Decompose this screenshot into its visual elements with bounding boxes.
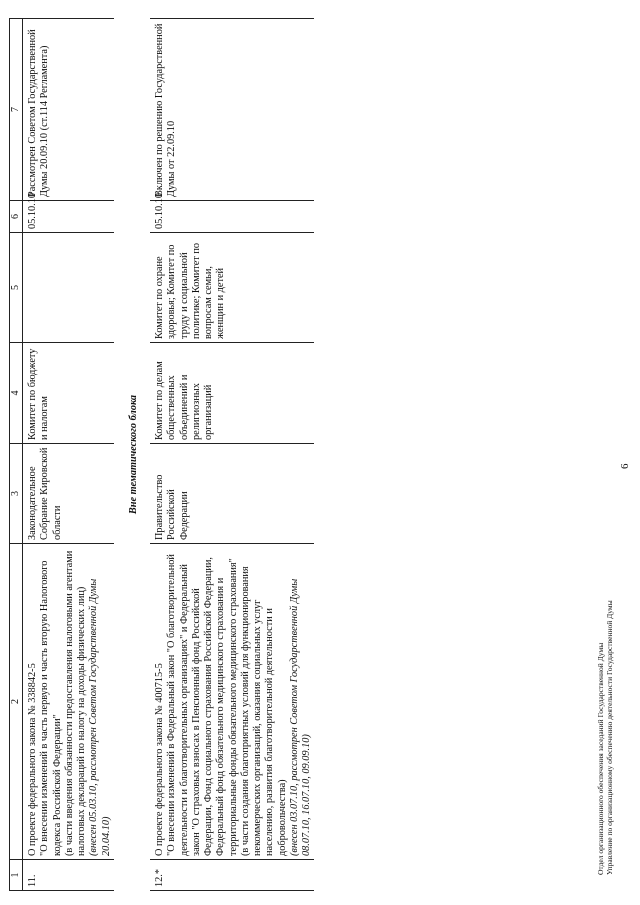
bill-description	[23, 544, 114, 860]
footer-department: Отдел организационного обеспечения заседаний Государственной Думы	[596, 642, 605, 875]
bill-title: О проекте федерального закона № 400715-5	[154, 663, 165, 856]
section-title: Вне тематического блока	[127, 394, 139, 515]
co-committees: Комитет по охране здоровья; Комитет по труду и социальной политике; Комитет по вопросам семьи, женщин и детей	[150, 233, 314, 343]
section-row	[114, 19, 150, 891]
column-header: 1	[10, 860, 23, 891]
review-date: 05.10.10	[23, 201, 114, 233]
bill-history: (внесен 05.03.10, рассмотрен Советом Государственной Думы 20.04.10)	[88, 578, 112, 856]
bill-history: (внесен 03.07.10, рассмотрен Советом Государственной Думы 08.07.10, 16.07.10, 09.09.10)	[288, 578, 312, 856]
column-header: 2	[10, 544, 23, 860]
bill-note: (в части введения обязанности предоставления налоговыми агентами налоговых деклараций по налогу на доходы физических лиц)	[63, 550, 87, 856]
status: Включен по решению Государственной Думы от 22.09.10	[150, 19, 314, 201]
initiator: Законодательное Собрание Кировской области	[23, 444, 114, 544]
bill-quote: "О внесении изменений в Федеральный закон "О благотворительной деятельности и благотворительных организациях" и Федеральный закон "О страховых взносах в Пенсионный фонд Российской Федерации, Фонд социального страхования Российской Федерации, Федеральный фонд обязательного медицинского страхования и территориальные фонды обязательного медицинского страхования"	[166, 554, 239, 856]
column-header: 7	[10, 19, 23, 201]
initiator: Правительство Российской Федерации	[150, 444, 314, 544]
table-row	[23, 19, 114, 891]
row-number: 11.	[23, 860, 114, 891]
column-header: 6	[10, 201, 23, 233]
bill-title: О проекте федерального закона № 338842-5	[27, 663, 38, 856]
footer-directorate: Управление по организационному обеспечению деятельности Государственной Думы	[605, 600, 614, 875]
column-header: 3	[10, 444, 23, 544]
row-number: 12.*	[150, 860, 314, 891]
bill-note: (в части создания благоприятных условий для функционирования некоммерческих организаций, оказания социальных услуг населению, развития благотворительной деятельности и добровольчества)	[239, 566, 288, 856]
responsible-committee: Комитет по делам общественных объединений и религиозных организаций	[150, 343, 314, 444]
responsible-committee: Комитет по бюджету и налогам	[23, 343, 114, 444]
column-header: 4	[10, 343, 23, 444]
review-date: 05.10.10	[150, 201, 314, 233]
column-number-header	[10, 19, 23, 891]
co-committees	[23, 233, 114, 343]
bill-description	[150, 544, 314, 860]
page-number: 6	[619, 463, 631, 469]
bill-quote: "О внесении изменений в часть первую и часть вторую Налогового кодекса Российской Федерации"	[39, 560, 63, 856]
agenda-table	[9, 18, 314, 891]
table-row	[150, 19, 314, 891]
status: Рассмотрен Советом Государственной Думы 20.09.10 (ст.114 Регламента)	[23, 19, 114, 201]
column-header: 5	[10, 233, 23, 343]
